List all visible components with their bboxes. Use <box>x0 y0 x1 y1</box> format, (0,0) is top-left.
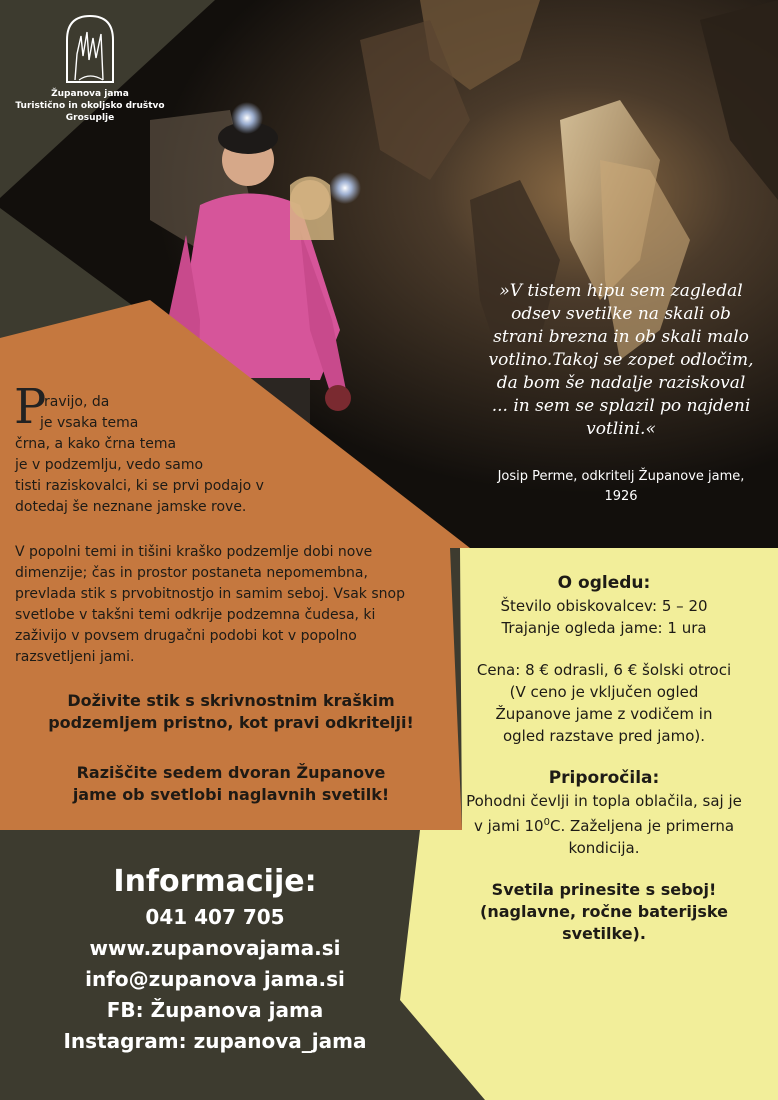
recommendations-line: kondicija. <box>568 839 640 857</box>
intro-line: V popolni temi in tišini kraško podzemlje dobi nove <box>15 544 373 560</box>
tour-price-note: ogled razstave pred jamo). <box>502 727 706 745</box>
quote-author-line: Josip Perme, odkritelj Županove jame, <box>497 469 745 484</box>
cta-line: podzemljem pristno, kot pravi odkritelji! <box>48 713 414 732</box>
tour-price-note: Županove jame z vodičem in <box>495 705 713 723</box>
logo-subtitle: Turistično in okoljsko društvo <box>15 101 165 111</box>
quote-line: ... in sem se splazil po najdeni <box>491 396 751 416</box>
cta-experience <box>0 690 462 734</box>
info-website[interactable]: www.zupanovajama.si <box>89 936 341 960</box>
tour-visitors: Število obiskovalcev: 5 – 20 <box>500 597 708 615</box>
rec-text: C. Zaželjena je primerna <box>549 817 735 835</box>
tour-price-note: (V ceno je vključen ogled <box>509 683 699 701</box>
bring-lights-note: svetilke). <box>562 924 646 943</box>
recommendations-title: Priporočila: <box>548 768 660 788</box>
info-title: Informacije: <box>113 864 317 899</box>
quote-line: votlino.Takoj se zopet odločim, <box>488 350 754 370</box>
quote-line: strani brezna in ob skali malo <box>493 327 749 347</box>
quote-line: odsev svetilke na skali ob <box>511 304 731 324</box>
intro-line: dimenzije; čas in prostor postaneta nepomembna, <box>15 565 368 581</box>
tour-duration: Trajanje ogleda jame: 1 ura <box>501 619 707 637</box>
cave-arch-logo-icon <box>63 14 117 84</box>
cta-explore <box>0 762 462 806</box>
tour-title: O ogledu: <box>557 573 651 593</box>
intro-line: ravijo, da <box>44 394 110 410</box>
quote-line: »V tistem hipu sem zagledal <box>499 281 743 301</box>
bring-lights: Svetila prinesite s seboj! <box>491 880 717 899</box>
intro-line: svetlobe v takšni temi odkrije podzemna čudesa, ki <box>15 607 376 623</box>
intro-line: zaživijo v povsem drugačni podobi kot v popolno <box>15 628 357 644</box>
recommendations-line: Pohodni čevlji in topla oblačila, saj je <box>466 792 742 810</box>
drop-cap: P <box>14 379 47 435</box>
intro-line: dotedaj še neznane jamske rove. <box>15 499 247 515</box>
rec-text: v jami 10 <box>473 817 544 835</box>
tour-price: Cena: 8 € odrasli, 6 € šolski otroci <box>476 661 732 679</box>
intro-line: razsvetljeni jami. <box>15 649 135 665</box>
info-phone[interactable]: 041 407 705 <box>145 905 285 929</box>
intro-line: tisti raziskovalci, ki se prvi podajo v <box>15 478 264 494</box>
cta-line: Doživite stik s skrivnostnim kraškim <box>67 691 395 710</box>
intro-line: je v podzemlju, vedo samo <box>15 457 204 473</box>
degree-mark: 0 <box>543 817 550 828</box>
info-email[interactable]: info@zupanova jama.si <box>85 967 345 991</box>
quote-author <box>470 467 772 507</box>
info-block <box>0 862 430 1057</box>
intro-line: črna, a kako črna tema <box>15 436 177 452</box>
quote <box>470 280 772 441</box>
recommendations-line <box>430 812 778 837</box>
intro-line: je vsaka tema <box>40 415 139 431</box>
logo-title: Županova jama <box>51 89 129 99</box>
intro-line: prevlada stik s prvobitnostjo in samim seboj. Vsak snop <box>15 586 405 602</box>
info-instagram[interactable]: Instagram: zupanova_jama <box>63 1029 367 1053</box>
info-facebook[interactable]: FB: Županova jama <box>106 998 324 1022</box>
logo <box>0 14 180 124</box>
quote-line: da bom še nadalje raziskoval <box>496 373 746 393</box>
cta-line: Raziščite sedem dvoran Županove <box>76 763 386 782</box>
quote-author-year: 1926 <box>604 489 638 504</box>
logo-town: Grosuplje <box>65 113 115 123</box>
bring-lights-note: (naglavne, ročne baterijske <box>480 902 728 921</box>
cta-line: jame ob svetlobi naglavnih svetilk! <box>72 785 390 804</box>
quote-line: votlini.« <box>586 419 656 439</box>
tour-details <box>430 572 778 945</box>
